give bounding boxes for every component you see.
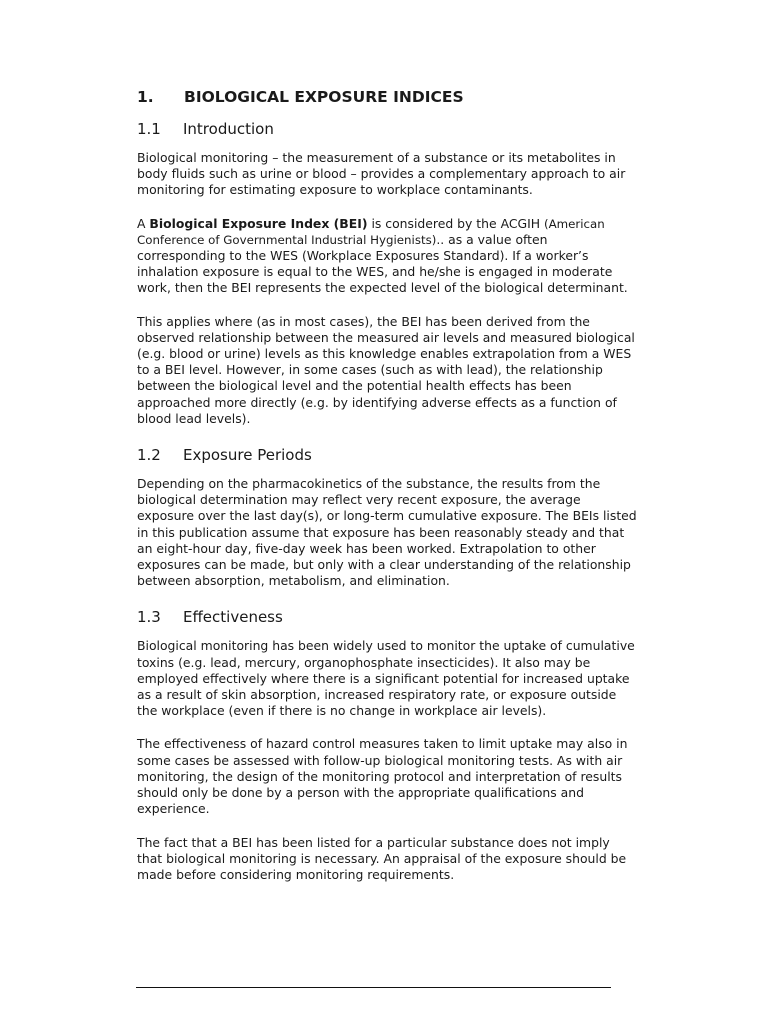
- subsection-title: Effectiveness: [183, 608, 283, 627]
- subsection-title: Exposure Periods: [183, 446, 312, 465]
- paragraph-exposure-periods: Depending on the pharmacokinetics of the substance, the results from the biological determination may reflect very recent exposure, the average exposure over the last day(s), or long-term cumulative exposure. The BEIs listed in this publication assume that exposure has been reasonably steady and that an eight-hour day, five-day week has been worked. Extrapolation to other exposures can be made, but only with a clear understanding of the relationship between absorption, metabolism, and elimination.: [137, 476, 637, 589]
- paragraph-intro-3: This applies where (as in most cases), the BEI has been derived from the observed relationship between the measured air levels and measured biological (e.g. blood or urine) levels as this knowledge enables extrapolation from a WES to a BEI level. However, in some cases (such as with lead), the relationship between the biological level and the potential health effects has been approached more directly (e.g. by identifying adverse effects as a function of blood lead levels).: [137, 313, 635, 426]
- acgih-expansion: (American Conference of Governmental Industrial Hygienists): [137, 216, 605, 247]
- paragraph-effectiveness-1: Biological monitoring has been widely used to monitor the uptake of cumulative toxins (e.g. lead, mercury, organophosphate insecticides). It also may be employed effectively where there is a significant potential for increased uptake as a result of skin absorption, increased respiratory rate, or exposure outside the workplace (even if there is no change in workplace air levels).: [137, 638, 635, 719]
- section-number: 1.: [137, 88, 154, 106]
- section-heading-1: [137, 86, 637, 108]
- paragraph-effectiveness-2: The effectiveness of hazard control measures taken to limit uptake may also in some cases be assessed with follow-up biological monitoring tests. As with air monitoring, the design of the monitoring protocol and interpretation of results should only be done by a person with the appropriate qualifications and experience.: [137, 736, 628, 817]
- document-page: [137, 86, 637, 900]
- subsection-heading-effectiveness: [137, 606, 637, 628]
- paragraph-text: .. as a value often corresponding to the WES (Workplace Exposures Standard). If a worker’s inhalation exposure is equal to the WES, and he/she is engaged in moderate work, then the BEI represents the expected level of the biological determinant.: [137, 231, 628, 296]
- footer-divider: [136, 987, 611, 988]
- bei-term: Biological Exposure Index (BEI): [149, 215, 368, 231]
- subsection-number: 1.3: [137, 608, 161, 627]
- subsection-number: 1.2: [137, 446, 161, 465]
- paragraph-text: is considered by the ACGIH: [367, 215, 544, 231]
- paragraph-intro-2: [137, 216, 637, 297]
- paragraph-text: A: [137, 215, 150, 231]
- paragraph-effectiveness-3: The fact that a BEI has been listed for a particular substance does not imply that biological monitoring is necessary. An appraisal of the exposure should be made before considering monitoring requirements.: [137, 834, 627, 882]
- section-title: BIOLOGICAL EXPOSURE INDICES: [184, 88, 464, 106]
- paragraph-intro-1: Biological monitoring – the measurement of a substance or its metabolites in body fluids such as urine or blood – provides a complementary approach to air monitoring for estimating exposure to workplace contaminants.: [137, 150, 626, 198]
- subsection-title: Introduction: [183, 120, 274, 138]
- subsection-heading-exposure-periods: [137, 444, 637, 466]
- subsection-number: 1.1: [137, 120, 161, 138]
- subsection-heading-introduction: [137, 118, 637, 140]
